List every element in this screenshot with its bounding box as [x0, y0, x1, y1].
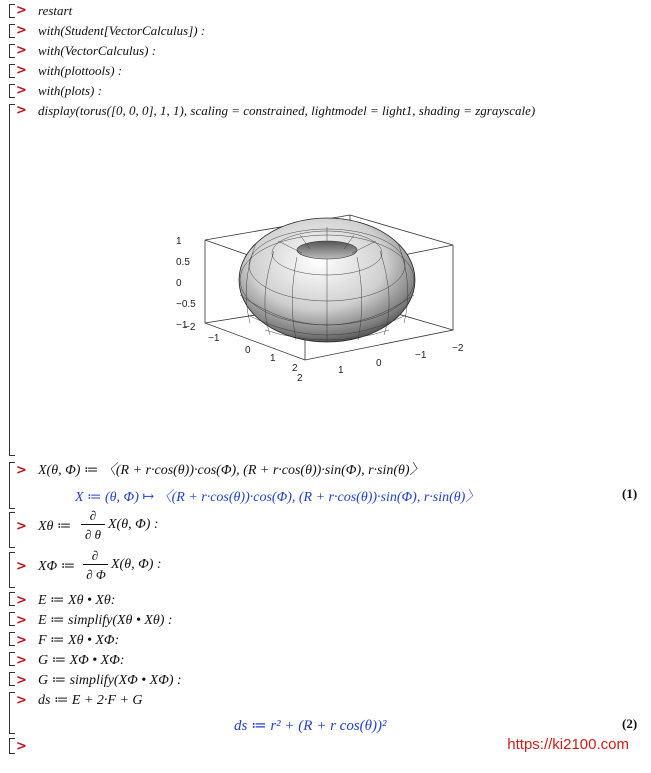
section-bracket-16[interactable] — [9, 738, 15, 754]
XPhi-fraction-bar — [83, 564, 108, 565]
cmd-restart[interactable]: restart — [38, 3, 73, 18]
x-tick-5: 2 — [292, 363, 298, 374]
Xtheta-partial-den: ∂ θ — [84, 527, 102, 542]
prompt-10: > — [16, 593, 27, 608]
prompt-1: > — [16, 3, 27, 18]
cmd-with-student[interactable]: with(Student[VectorCalculus]) : — [38, 23, 206, 38]
torus-plot[interactable] — [170, 205, 470, 385]
cmd-XPhi-lhs[interactable]: XΦ ≔ — [38, 559, 76, 574]
z-tick-4: −0.5 — [176, 299, 196, 310]
y-tick-2: 1 — [338, 365, 344, 376]
prompt-16-empty[interactable]: > — [16, 739, 27, 754]
section-bracket-10[interactable] — [9, 592, 15, 606]
cmd-G2[interactable]: G ≔ simplify(XΦ • XΦ) : — [38, 673, 182, 688]
z-tick-5: −1 — [176, 320, 188, 331]
x-tick-4: 1 — [270, 353, 276, 364]
cmd-with-vectorcalculus[interactable]: with(VectorCalculus) : — [38, 43, 157, 58]
section-bracket-6[interactable] — [9, 104, 15, 456]
Xtheta-rhs: X(θ, Φ) : — [108, 517, 159, 532]
prompt-6: > — [16, 103, 27, 118]
z-tick-2: 0.5 — [176, 257, 190, 268]
output-X: X ≔ (θ, Φ) ↦ 〈(R + r·cos(θ))·cos(Φ), (R + r·cos(θ))·sin(Φ), r·sin(θ)〉 — [75, 490, 480, 505]
section-bracket-3[interactable] — [9, 44, 15, 58]
Xtheta-fraction-bar — [81, 524, 105, 525]
cmd-G1[interactable]: G ≔ XΦ • XΦ: — [38, 653, 125, 668]
prompt-7: > — [16, 463, 27, 478]
prompt-2: > — [16, 23, 27, 38]
XPhi-partial-num: ∂ — [91, 548, 99, 563]
prompt-15: > — [16, 693, 27, 708]
prompt-14: > — [16, 673, 27, 688]
section-bracket-9[interactable] — [9, 552, 15, 588]
cmd-Xtheta-lhs[interactable]: Xθ ≔ — [38, 519, 72, 534]
output-ds: ds ≔ r² + (R + r cos(θ))² — [234, 718, 387, 734]
x-tick-1: −2 — [184, 322, 196, 333]
section-bracket-12[interactable] — [9, 632, 15, 646]
section-bracket-2[interactable] — [9, 24, 15, 38]
section-bracket-8[interactable] — [9, 512, 15, 548]
y-tick-3: 0 — [376, 358, 382, 369]
y-tick-5: −2 — [452, 343, 464, 354]
prompt-5: > — [16, 83, 27, 98]
cmd-ds[interactable]: ds ≔ E + 2·F + G — [38, 693, 143, 708]
cmd-with-plottools[interactable]: with(plottools) : — [38, 63, 123, 78]
y-tick-4: −1 — [415, 350, 427, 361]
section-bracket-13[interactable] — [9, 652, 15, 666]
x-tick-3: 0 — [245, 345, 251, 356]
prompt-3: > — [16, 43, 27, 58]
prompt-9: > — [16, 559, 27, 574]
XPhi-rhs: X(θ, Φ) : — [111, 557, 162, 572]
section-bracket-7[interactable] — [9, 462, 15, 509]
cmd-F1[interactable]: F ≔ Xθ • XΦ: — [38, 633, 120, 648]
x-tick-2: −1 — [208, 333, 220, 344]
cmd-E2[interactable]: E ≔ simplify(Xθ • Xθ) : — [38, 613, 173, 628]
z-tick-1: 1 — [176, 236, 182, 247]
equation-label-2: (2) — [622, 716, 638, 731]
z-tick-3: 0 — [176, 278, 182, 289]
section-bracket-4[interactable] — [9, 64, 15, 78]
prompt-4: > — [16, 63, 27, 78]
XPhi-partial-den: ∂ Φ — [86, 567, 106, 582]
equation-label-1: (1) — [622, 486, 638, 501]
prompt-12: > — [16, 633, 27, 648]
prompt-8: > — [16, 519, 27, 534]
Xtheta-partial-num: ∂ — [89, 508, 97, 523]
y-tick-1: 2 — [297, 373, 303, 384]
cmd-E1[interactable]: E ≔ Xθ • Xθ: — [38, 593, 116, 608]
section-bracket-5[interactable] — [9, 84, 15, 98]
section-bracket-1[interactable] — [9, 4, 15, 18]
prompt-11: > — [16, 613, 27, 628]
section-bracket-15[interactable] — [9, 692, 15, 734]
section-bracket-11[interactable] — [9, 612, 15, 626]
cmd-with-plots[interactable]: with(plots) : — [38, 83, 102, 98]
cmd-display-torus[interactable]: display(torus([0, 0, 0], 1, 1), scaling = constrained, lightmodel = light1, shading = zgrayscale) — [38, 103, 536, 118]
cmd-define-X[interactable]: X(θ, Φ) ≔ 〈(R + r·cos(θ))·cos(Φ), (R + r·cos(θ))·sin(Φ), r·sin(θ)〉 — [38, 463, 424, 478]
prompt-13: > — [16, 653, 27, 668]
section-bracket-14[interactable] — [9, 672, 15, 686]
watermark-text: https://ki2100.com — [507, 736, 629, 753]
